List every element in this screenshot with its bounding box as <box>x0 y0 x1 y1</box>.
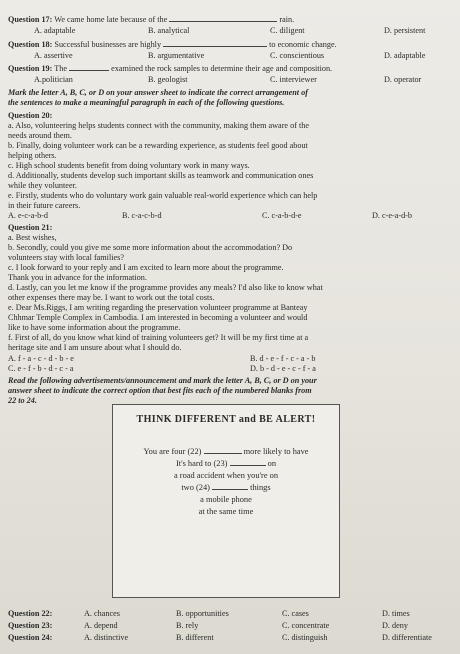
q22-option-d[interactable]: D. times <box>382 609 410 618</box>
q21-option-a[interactable]: A. f - a - c - d - b - e <box>8 354 74 363</box>
q21-sentence-line: d. Lastly, can you let me know if the programme provides any meals? I'd also like to know what <box>8 283 323 292</box>
ad-line-1-start: You are four (22) <box>143 447 202 456</box>
question-19 <box>8 64 456 74</box>
q21-sentence-line: f. First of all, do you know what kind of training volunteers get? It will be my first time at a <box>8 333 309 342</box>
instruction-cloze-line: answer sheet to indicate the correct option that best fits each of the numbered blanks from <box>8 386 312 395</box>
q21-sentence-line: c. I look forward to your reply and I am excited to learn more about the programme. <box>8 263 284 272</box>
q20-sentence-line: in their future careers. <box>8 201 81 210</box>
question-19-blank <box>69 70 109 71</box>
question-17-blank <box>169 21 277 22</box>
q21-sentence-line: e. Dear Ms.Riggs, I am writing regarding the preservation volunteer programme at Banteay <box>8 303 308 312</box>
q20-sentence-line: b. Finally, doing volunteer work can be a rewarding experience, as students feel good about <box>8 141 308 150</box>
ad-line-1 <box>113 447 339 457</box>
q17-option-c[interactable]: C. diligent <box>270 26 305 35</box>
q20-sentence-line: helping others. <box>8 151 57 160</box>
q18-option-d[interactable]: D. adaptable <box>384 51 426 60</box>
q24-option-d[interactable]: D. differentiate <box>382 633 432 642</box>
question-18-stem: Question 18: <box>8 40 53 49</box>
q21-option-c[interactable]: C. e - f - b - d - c - a <box>8 364 74 373</box>
q23-option-d[interactable]: D. deny <box>382 621 408 630</box>
q17-option-b[interactable]: B. analytical <box>148 26 190 35</box>
q18-option-a[interactable]: A. assertive <box>34 51 73 60</box>
q20-sentence-line: while they volunteer. <box>8 181 77 190</box>
blank-22[interactable] <box>204 453 242 454</box>
q19-option-d[interactable]: D. operator <box>384 75 422 84</box>
instruction-arrangement-line: the sentences to make a meaningful paragraph in each of the following questions. <box>8 98 285 107</box>
q21-sentence-line: heritage site and I am unsure about what I should do. <box>8 343 182 352</box>
question-17-stem: Question 17: <box>8 15 53 24</box>
q23-option-c[interactable]: C. concentrate <box>282 621 330 630</box>
question-19-stem: Question 19: <box>8 64 53 73</box>
q19-option-b[interactable]: B. geologist <box>148 75 188 84</box>
q24-option-b[interactable]: B. different <box>176 633 214 642</box>
question-19-text-start: The <box>54 64 67 73</box>
ad-line-4 <box>113 483 339 493</box>
q21-sentence-line: Thank you in advance for the information. <box>8 273 147 282</box>
q20-sentence-line: needs around them. <box>8 131 72 140</box>
q19-option-a[interactable]: A.politician <box>34 75 73 84</box>
q22-option-b[interactable]: B. opportunities <box>176 609 229 618</box>
advertisement-box <box>112 404 340 598</box>
q22-option-c[interactable]: C. cases <box>282 609 309 618</box>
q22-option-a[interactable]: A. chances <box>84 609 120 618</box>
question-17-tail: rain. <box>279 15 295 24</box>
q19-option-c[interactable]: C. interviewer <box>270 75 317 84</box>
question-21-stem: Question 21: <box>8 223 53 232</box>
q20-option-d[interactable]: D. c-e-a-d-b <box>372 211 413 220</box>
q20-option-b[interactable]: B. c-a-c-b-d <box>122 211 162 220</box>
q21-option-b[interactable]: B. d - e - f - c - a - b <box>250 354 316 363</box>
q20-option-a[interactable]: A. e-c-a-b-d <box>8 211 49 220</box>
question-24-stem: Question 24: <box>8 633 53 642</box>
ad-line-2-start: It's hard to (23) <box>175 459 228 468</box>
ad-line-2 <box>113 459 339 469</box>
q20-sentence-line: c. High school students benefit from doing voluntary work in many ways. <box>8 161 250 170</box>
question-17-text: We came home late because of the <box>54 15 168 24</box>
question-18-text: Successful businesses are highly <box>54 40 162 49</box>
q23-option-a[interactable]: A. depend <box>84 621 118 630</box>
q24-option-a[interactable]: A. distinctive <box>84 633 129 642</box>
ad-line-3: a road accident when you're on <box>173 471 279 480</box>
question-22-stem: Question 22: <box>8 609 53 618</box>
question-17 <box>8 15 456 25</box>
q21-sentence-line: like to have some information about the programme. <box>8 323 181 332</box>
ad-title: THINK DIFFERENT and BE ALERT! <box>136 414 316 425</box>
q18-option-c[interactable]: C. conscientious <box>270 51 325 60</box>
q20-sentence-line: a. Also, volunteering helps students connect with the community, making them aware of the <box>8 121 309 130</box>
q21-sentence-line: a. Best wishes, <box>8 233 57 242</box>
q20-option-c[interactable]: C. c-a-b-d-e <box>262 211 302 220</box>
q18-option-b[interactable]: B. argumentative <box>148 51 205 60</box>
ad-line-4-start: two (24) <box>181 483 210 492</box>
question-19-text: examined the rock samples to determine their age and composition. <box>111 64 333 73</box>
q24-option-c[interactable]: C. distinguish <box>282 633 328 642</box>
q21-sentence-line: b. Secondly, could you give me some more information about the accommodation? Do <box>8 243 293 252</box>
q20-sentence-line: e. Firstly, students who do voluntary work gain valuable real-world experience which can help <box>8 191 318 200</box>
instruction-cloze-line: Read the following advertisements/announcement and mark the letter A, B, C, or D on your <box>8 376 317 385</box>
q17-option-a[interactable]: A. adaptable <box>34 26 76 35</box>
ad-line-6: at the same time <box>198 507 254 516</box>
ad-line-1-end: more likely to have <box>243 447 309 456</box>
question-23-stem: Question 23: <box>8 621 53 630</box>
instruction-arrangement-line: Mark the letter A, B, C, or D on your answer sheet to indicate the correct arrangement of <box>8 88 308 97</box>
q21-sentence-line: other expenses there may be. I want to work out the total costs. <box>8 293 215 302</box>
blank-23[interactable] <box>230 465 266 466</box>
question-18 <box>8 40 456 50</box>
instruction-cloze-line: 22 to 24. <box>8 396 37 405</box>
q17-option-d[interactable]: D. persistent <box>384 26 426 35</box>
q21-sentence-line: volunteers stay with local families? <box>8 253 124 262</box>
question-18-tail: to economic change. <box>269 40 337 49</box>
q21-option-d[interactable]: D. b - d - e - c - f - a <box>250 364 316 373</box>
blank-24[interactable] <box>212 489 248 490</box>
ad-line-5: a mobile phone <box>200 495 252 504</box>
ad-line-2-end: on <box>267 459 277 468</box>
q20-sentence-line: d. Additionally, students develop such important skills as teamwork and communication ones <box>8 171 314 180</box>
question-18-blank <box>163 46 267 47</box>
question-20-stem: Question 20: <box>8 111 53 120</box>
q21-sentence-line: Chhmar Temple Complex in Cambodia. I am interested in becoming a volunteer and would <box>8 313 308 322</box>
ad-line-4-end: things <box>250 483 271 492</box>
q23-option-b[interactable]: B. rely <box>176 621 199 630</box>
